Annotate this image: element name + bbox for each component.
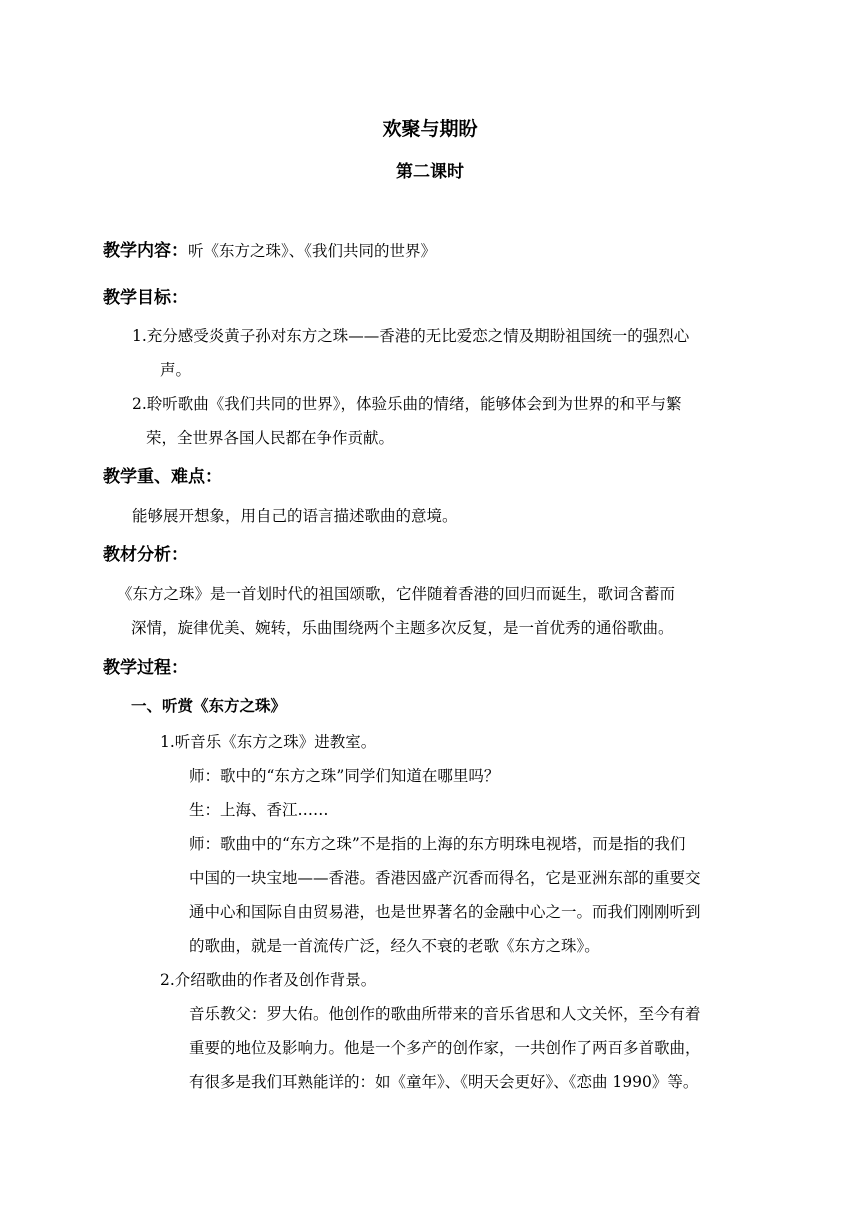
key-points-heading: 教学重、难点： [103,467,222,487]
material-analysis-line-2: 深情，旋律优美、婉转，乐曲围绕两个主题多次反复，是一首优秀的通俗歌曲。 [131,619,674,637]
teaching-process-heading: 教学过程： [103,658,188,678]
goal-1-line-1: 1.充分感受炎黄子孙对东方之珠——香港的无比爱恋之情及期盼祖国统一的强烈心 [132,327,690,345]
material-analysis-line-1: 《东方之珠》是一首划时代的祖国颂歌，它伴随着香港的回归而诞生，歌词含蓄而 [117,585,676,603]
author-intro-line-3: 有很多是我们耳熟能详的：如《童年》、《明天会更好》、《恋曲 1990》等。 [189,1073,699,1091]
key-points-text: 能够展开想象，用自己的语言描述歌曲的意境。 [132,507,458,525]
page-title: 欢聚与期盼 [382,118,478,140]
author-intro-line-1: 音乐教父：罗大佑。他创作的歌曲所带来的音乐省思和人文关怀，至今有着 [189,1005,701,1023]
goal-2-line-1: 2.聆听歌曲《我们共同的世界》，体验乐曲的情绪，能够体会到为世界的和平与繁 [132,395,682,413]
page-subtitle: 第二课时 [396,162,464,182]
author-intro-line-2: 重要的地位及影响力。他是一个多产的创作家，一共创作了两百多首歌曲， [189,1039,701,1057]
material-analysis-heading: 教材分析： [103,545,188,565]
teacher-explanation-line-1: 师：歌曲中的“东方之珠”不是指的上海的东方明珠电视塔，而是指的我们 [189,835,686,853]
teacher-explanation-line-3: 通中心和国际自由贸易港，也是世界著名的金融中心之一。而我们刚刚听到 [189,903,701,921]
section-1-heading: 一、听赏《东方之珠》 [131,697,287,715]
goal-2-line-2: 荣，全世界各国人民都在争作贡献。 [146,429,395,447]
step-1: 1.听音乐《东方之珠》进教室。 [160,733,377,751]
teaching-goals-heading: 教学目标： [103,288,188,308]
student-answer: 生：上海、香江…… [189,801,329,819]
goal-1-line-2: 声。 [160,361,192,379]
teacher-question: 师：歌中的“东方之珠”同学们知道在哪里吗？ [189,767,500,785]
teacher-explanation-line-2: 中国的一块宝地——香港。香港因盛产沉香而得名，它是亚洲东部的重要交 [189,869,701,887]
step-2: 2.介绍歌曲的作者及创作背景。 [160,971,377,989]
teaching-content-text: 听《东方之珠》、《我们共同的世界》 [188,242,437,260]
teaching-content [103,240,436,262]
teaching-content-label: 教学内容： [103,241,188,261]
teacher-explanation-line-4: 的歌曲，就是一首流传广泛，经久不衰的老歌《东方之珠》。 [189,937,600,955]
